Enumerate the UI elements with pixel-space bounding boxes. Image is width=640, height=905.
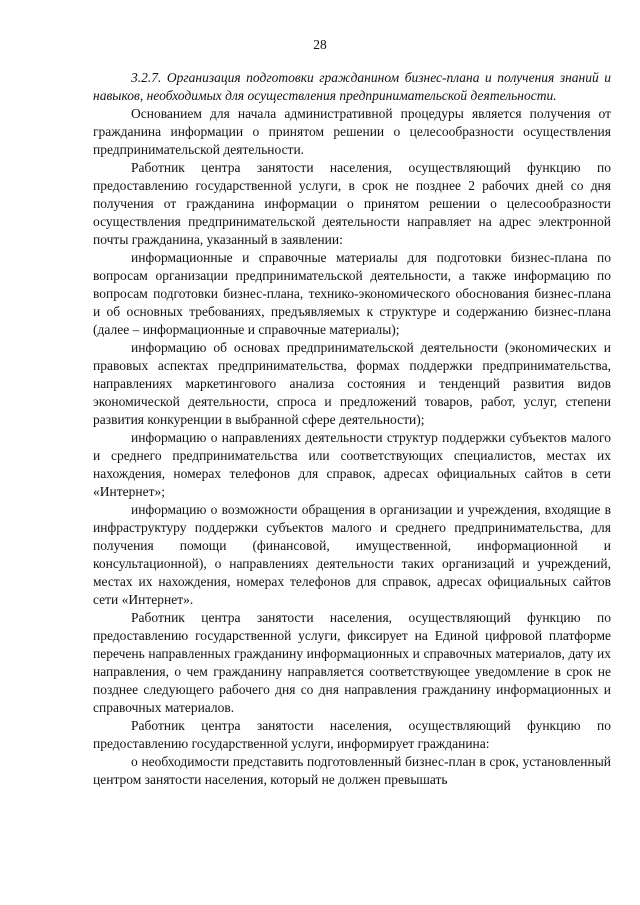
paragraph-business-basics: информацию об основах предпринимательской деятельности (экономических и правовых аспектах предпринимательства, формах поддержки предпринимательства, направлениях маркетингового анализа состояния и тенденций развития видов экономической деятельности, спроса и предложений товаров, работ, услуг, степени развития конкуренции в выбранной сфере деятельности); <box>93 340 611 427</box>
paragraph-info-materials: информационные и справочные материалы для подготовки бизнес-плана по вопросам организации предпринимательской деятельности, а также информацию по вопросам подготовки бизнес-плана, технико-экономического обоснования бизнес-плана и об основных требованиях, предъявляемых к структуре и содержанию бизнес-плана (далее – информационные и справочные материалы); <box>93 250 611 337</box>
paragraph-support-structures: информацию о направлениях деятельности структур поддержки субъектов малого и среднего предпринимательства или соответствующих специалистов, местах их нахождения, номерах телефонов для справок, адресах официальных сайтов в сети «Интернет»; <box>93 430 611 499</box>
paragraph-business-plan-deadline: о необходимости представить подготовленный бизнес-план в срок, установленный центром занятости населения, который не должен превышать <box>93 754 611 787</box>
section-heading: 3.2.7. Организация подготовки гражданином бизнес-плана и получения знаний и навыков, необходимых для осуществления предпринимательской деятельности. <box>93 70 611 103</box>
paragraph-basis: Основанием для начала административной процедуры является получения от гражданина информации о принятом решении о целесообразности осуществления предпринимательской деятельности. <box>93 106 611 157</box>
paragraph-worker-sends: Работник центра занятости населения, осуществляющий функцию по предоставлению государственной услуги, в срок не позднее 2 рабочих дней со дня получения от гражданина информации о принятом решении о целесообразности осуществления предпринимательской деятельности направляет на адрес электронной почты гражданина, указанный в заявлении: <box>93 160 611 247</box>
paragraph-informs-citizen: Работник центра занятости населения, осуществляющий функцию по предоставлению государственной услуги, информирует гражданина: <box>93 718 611 751</box>
document-body <box>93 69 611 789</box>
paragraph-infrastructure: информацию о возможности обращения в организации и учреждения, входящие в инфраструктуру поддержки субъектов малого и среднего предпринимательства, для получения помощи (финансовой, имущественной, информационной и консультационной), о направлениях деятельности таких организаций и учреждений, местах их нахождения, номерах телефонов для справок, адресах официальных сайтов сети «Интернет». <box>93 502 611 607</box>
paragraph-digital-platform: Работник центра занятости населения, осуществляющий функцию по предоставлению государственной услуги, фиксирует на Единой цифровой платформе перечень направленных гражданину информационных и справочных материалов, дату их направления, о чем гражданину направляется соответствующее уведомление в срок не позднее следующего рабочего дня со дня направления гражданину информационных и справочных материалов. <box>93 610 611 715</box>
page-number: 28 <box>313 37 327 52</box>
